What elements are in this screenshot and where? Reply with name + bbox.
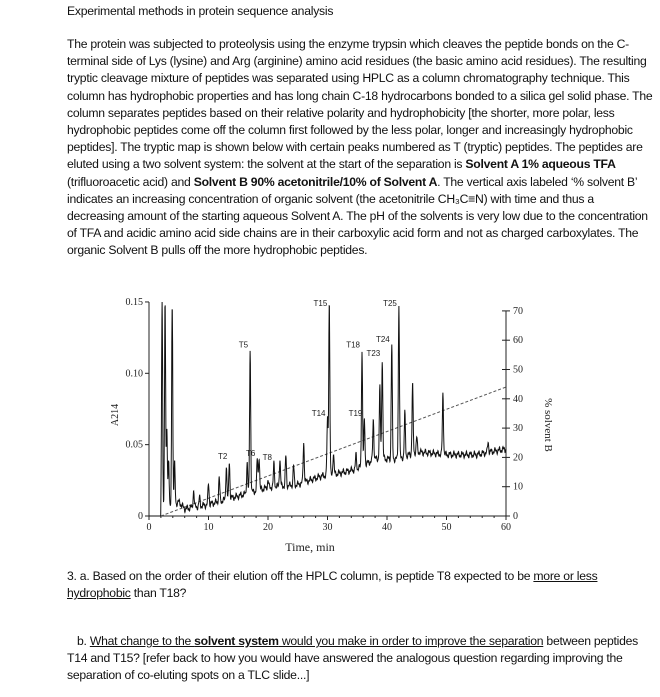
right-tick-label: 0 xyxy=(513,511,518,522)
intro-paragraph xyxy=(67,36,653,260)
right-tick-label: 40 xyxy=(513,393,523,405)
page-title: Experimental methods in protein sequence analysis xyxy=(67,4,334,18)
intro-text: (trifluoroacetic acid) and xyxy=(67,174,194,189)
x-axis-label: Time, min xyxy=(285,540,335,554)
peak-label: T8 xyxy=(262,453,272,463)
question-text: between peptides T14 and T15? [refer back to how you would have answered the analogous question regarding improving the separation of co-eluting spots on a TLC slide...] xyxy=(67,634,638,683)
right-tick-label: 50 xyxy=(513,364,523,376)
peak-label: T23 xyxy=(366,349,381,359)
right-tick-label: 10 xyxy=(513,481,523,493)
question-3b xyxy=(67,633,653,685)
question-emphasis: more or less hydrophobic xyxy=(67,569,598,601)
peak-label: T6 xyxy=(245,448,256,458)
absorbance-trace xyxy=(149,302,506,516)
y-tick-label: 0.05 xyxy=(125,439,143,451)
question-text: than T18? xyxy=(130,586,187,601)
right-tick-label: 70 xyxy=(513,305,523,317)
right-tick-label: 60 xyxy=(513,335,523,347)
peak-labels xyxy=(218,299,397,462)
question-text: b. xyxy=(77,634,90,648)
peak-label: T24 xyxy=(375,334,390,344)
hplc-chromatogram xyxy=(90,285,570,555)
right-axis-label: % solvent B xyxy=(542,398,554,452)
question-text: 3. a. Based on the order of their elution off the HPLC column, is peptide T8 expected to be xyxy=(67,569,534,583)
x-tick-label: 40 xyxy=(382,522,392,533)
peak-label: T18 xyxy=(346,340,361,350)
peak-label: T14 xyxy=(311,408,326,418)
intro-text: The protein was subjected to proteolysis using the enzyme trypsin which cleaves the peptide bonds on the C-terminal side of Lys (lysine) and Arg (arginine) amino acid residues (the basic amino acid residues). The resulting tryptic cleavage mixture of peptides was separated using HPLC as a column chromatography technique. This column has hydrophobic properties and has long chain C-18 hydrocarbons bonded to a silica gel solid phase. The column separates peptides based on their relative polarity and hydrophobicity [the shorter, more polar, less hydrophobic peptides come off the column first followed by the less polar, longer and increasingly hydrophobic peptides]. The tryptic map is shown below with certain peaks numbered as T (tryptic) peptides. The peptides are eluted using a two solvent system: the solvent at the start of the separation is xyxy=(67,37,653,172)
peak-label: T25 xyxy=(383,299,397,309)
solvent-b-label: Solvent B 90% acetonitrile/10% of Solvent A xyxy=(193,174,438,189)
question-3a xyxy=(67,568,653,602)
right-tick-label: 30 xyxy=(513,423,523,435)
x-tick-label: 20 xyxy=(263,522,273,533)
x-tick-label: 60 xyxy=(501,522,511,533)
y-tick-label: 0 xyxy=(138,511,143,522)
y-tick-label: 0.10 xyxy=(125,368,143,380)
x-tick-label: 30 xyxy=(322,522,333,533)
peak-label: T5 xyxy=(238,340,249,350)
question-text: What change to the xyxy=(89,634,195,648)
intro-text: . The vertical axis labeled ‘% solvent B’ indicates an increasing concentration of organic solvent (the acetonitrile CH₃C≡N) with time and thus a decreasing amount of the starting aqueous Solvent A. The pH of the solvents is very low due to the concentration of TFA and acidic amino acid side chains are in their carboxylic acid form and not as charged carboxylates. The organic Solvent B pulls off the more hydrophobic peptides. xyxy=(67,174,648,258)
right-tick-label: 20 xyxy=(513,452,523,464)
x-tick-label: 10 xyxy=(203,522,214,533)
x-tick-label: 0 xyxy=(146,522,152,533)
peak-label: T19 xyxy=(348,408,363,418)
solvent-a-label: Solvent A 1% aqueous TFA xyxy=(465,157,616,172)
question-text: would you make in order to improve the separation xyxy=(278,634,544,648)
peak-label: T2 xyxy=(217,451,228,461)
y-tick-label: 0.15 xyxy=(125,296,143,308)
peak-label: T15 xyxy=(313,299,328,309)
y-axis-label: A214 xyxy=(110,403,121,427)
question-emphasis xyxy=(90,634,543,648)
x-tick-label: 50 xyxy=(441,522,452,533)
solvent-system-label: solvent system xyxy=(194,634,279,648)
